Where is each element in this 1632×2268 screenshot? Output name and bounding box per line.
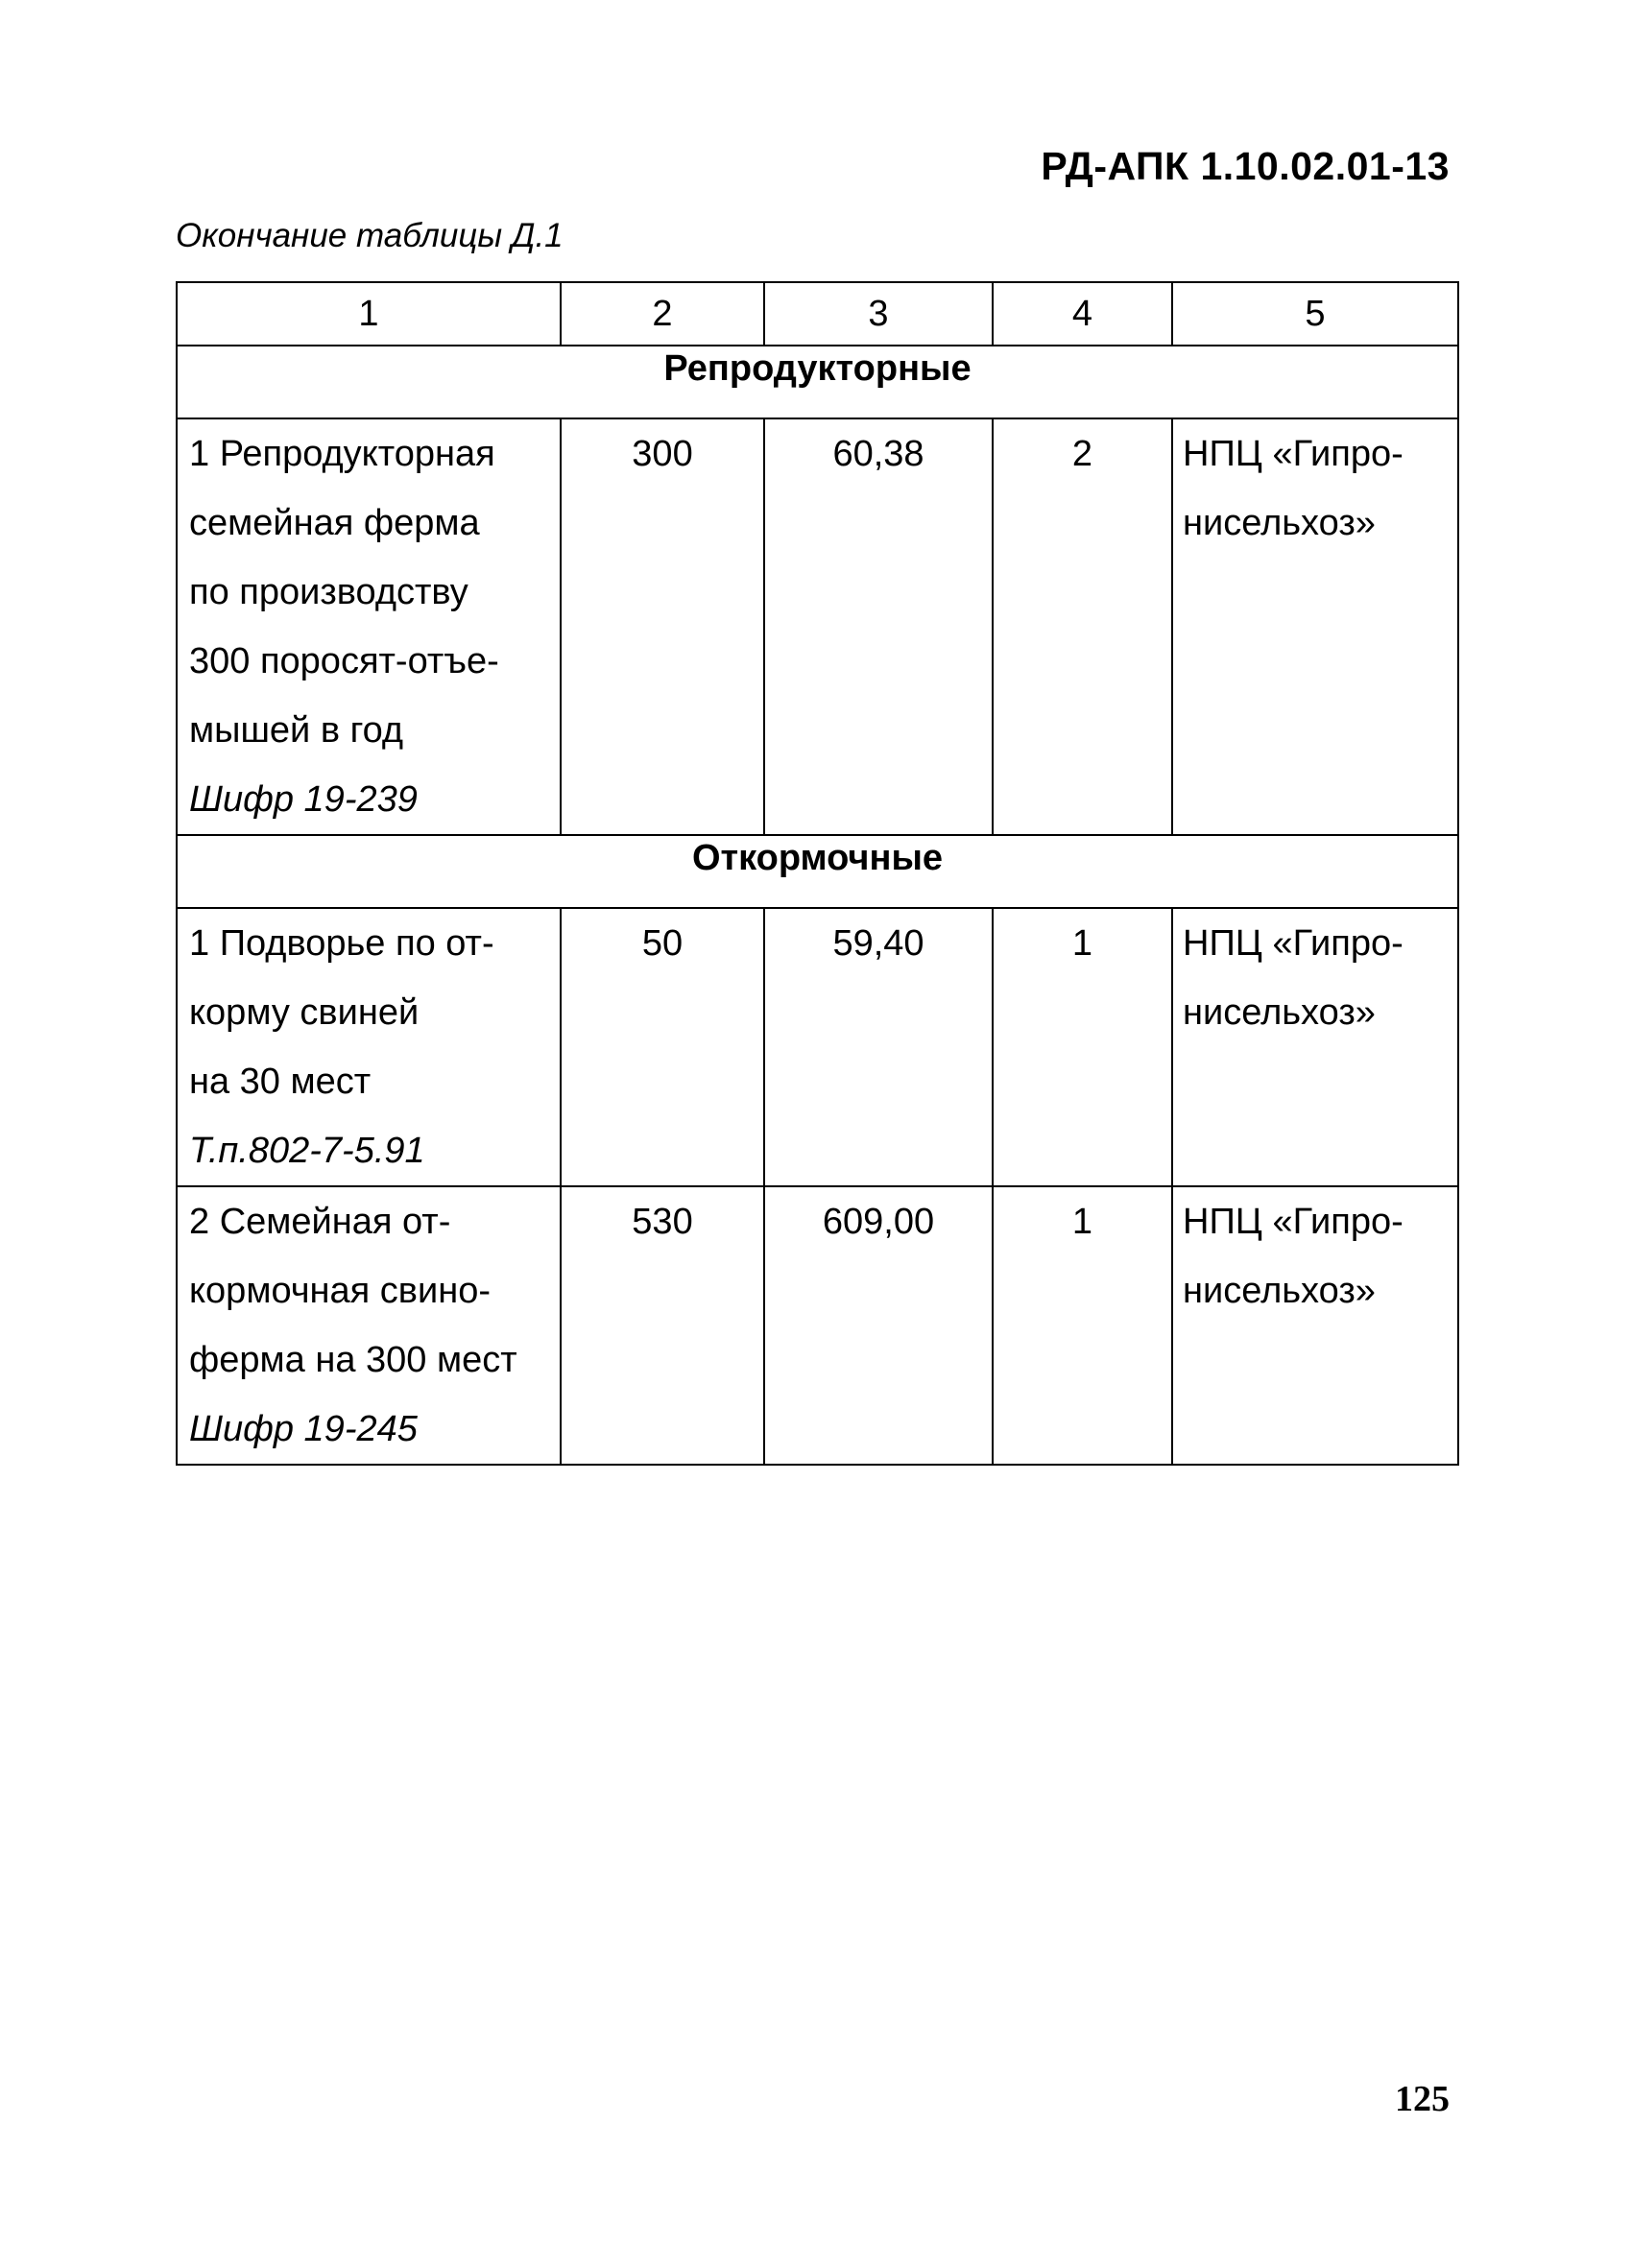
organization-abbr: НПЦ xyxy=(1183,1202,1262,1242)
value-cell: 50 xyxy=(561,908,764,1186)
table-row xyxy=(177,418,1458,835)
object-name-line: 300 поросят-отъе- xyxy=(189,641,499,681)
value-cell: 2 xyxy=(993,418,1172,835)
project-code: Шифр 19-245 xyxy=(189,1409,418,1449)
organization-cell xyxy=(1172,418,1458,835)
organization-cell xyxy=(1172,908,1458,1186)
object-name-cell xyxy=(177,1186,561,1465)
section-header-row xyxy=(177,346,1458,418)
value-cell: 1 xyxy=(993,1186,1172,1465)
object-name-line: 1 Репродукторная xyxy=(189,434,495,474)
object-name-cell xyxy=(177,908,561,1186)
object-name-line: семейная ферма xyxy=(189,503,480,543)
column-number: 5 xyxy=(1172,282,1458,346)
object-name-line: 2 Семейная от- xyxy=(189,1202,451,1242)
organization-name-start: «Гипро- xyxy=(1272,1202,1404,1242)
organization-name-end: нисельхоз» xyxy=(1183,503,1376,543)
object-name-line: 1 Подворье по от- xyxy=(189,923,494,964)
object-name-line: корму свиней xyxy=(189,992,420,1033)
object-name-line: по производству xyxy=(189,572,468,612)
document-code: РД-АПК 1.10.02.01-13 xyxy=(1041,144,1450,188)
column-number: 3 xyxy=(764,282,993,346)
value-cell: 59,40 xyxy=(764,908,993,1186)
section-header-row xyxy=(177,835,1458,908)
organization-line xyxy=(1183,1187,1452,1256)
section-title: Репродукторные xyxy=(177,346,1458,418)
organization-name-start: «Гипро- xyxy=(1272,923,1404,964)
column-number-row xyxy=(177,282,1458,346)
organization-line xyxy=(1183,909,1452,978)
object-name-cell xyxy=(177,418,561,835)
page-number: 125 xyxy=(1395,2079,1450,2119)
project-code: Т.п.802-7-5.91 xyxy=(189,1131,425,1171)
project-code: Шифр 19-239 xyxy=(189,779,418,820)
value-cell: 530 xyxy=(561,1186,764,1465)
table-caption: Окончание таблицы Д.1 xyxy=(176,217,564,254)
organization-cell xyxy=(1172,1186,1458,1465)
column-number: 1 xyxy=(177,282,561,346)
object-name-line: кормочная свино- xyxy=(189,1271,491,1311)
organization-abbr: НПЦ xyxy=(1183,434,1262,474)
table-row xyxy=(177,908,1458,1186)
column-number: 4 xyxy=(993,282,1172,346)
object-name-line: ферма на 300 мест xyxy=(189,1340,517,1380)
value-cell: 300 xyxy=(561,418,764,835)
object-name-line: мышей в год xyxy=(189,710,404,751)
data-table xyxy=(176,281,1459,1466)
table-row xyxy=(177,1186,1458,1465)
organization-name-end: нисельхоз» xyxy=(1183,1271,1376,1311)
value-cell: 60,38 xyxy=(764,418,993,835)
column-number: 2 xyxy=(561,282,764,346)
organization-name-start: «Гипро- xyxy=(1272,434,1404,474)
organization-name-end: нисельхоз» xyxy=(1183,992,1376,1033)
section-title: Откормочные xyxy=(177,835,1458,908)
object-name-line: на 30 мест xyxy=(189,1062,372,1102)
value-cell: 609,00 xyxy=(764,1186,993,1465)
organization-line xyxy=(1183,419,1452,489)
organization-abbr: НПЦ xyxy=(1183,923,1262,964)
value-cell: 1 xyxy=(993,908,1172,1186)
